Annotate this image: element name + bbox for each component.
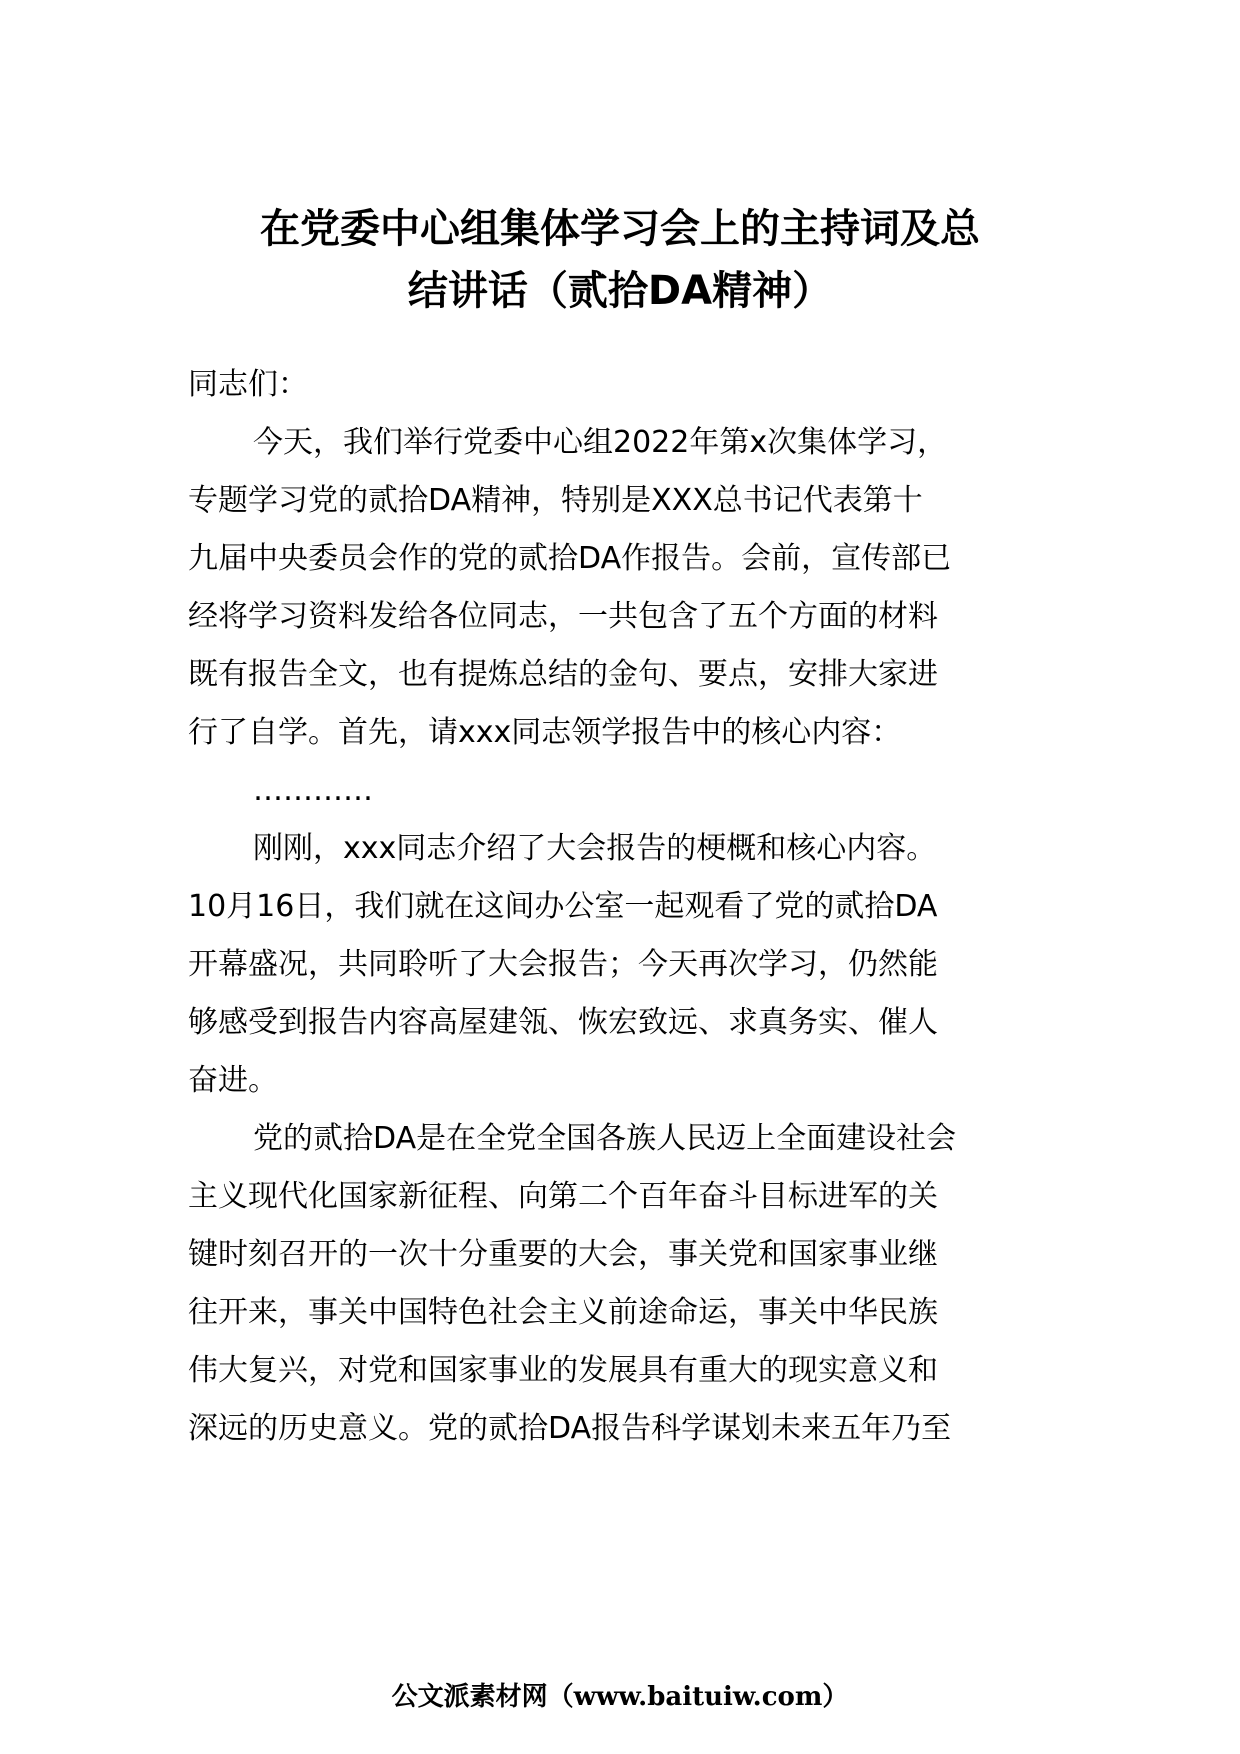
paragraph-2-line-4: 够感受到报告内容高屋建瓴、恢宏致远、求真务实、催人 <box>188 1005 938 1040</box>
ellipsis-line: ………… <box>253 773 373 808</box>
paragraph-1-line-5: 既有报告全文，也有提炼总结的金句、要点，安排大家进 <box>188 657 938 692</box>
paragraph-3-line-5: 伟大复兴，对党和国家事业的发展具有重大的现实意义和 <box>188 1353 938 1388</box>
paragraph-1-line-1: 今天，我们举行党委中心组2022年第x次集体学习， <box>253 425 948 460</box>
paragraph-2-line-3: 开幕盛况，共同聆听了大会报告；今天再次学习，仍然能 <box>188 947 938 982</box>
paragraph-3-line-6: 深远的历史意义。党的贰拾DA报告科学谋划未来五年乃至 <box>188 1411 952 1446</box>
paragraph-3-line-4: 往开来，事关中国特色社会主义前途命运，事关中华民族 <box>188 1295 938 1330</box>
paragraph-1-line-6: 行了自学。首先，请xxx同志领学报告中的核心内容： <box>188 715 902 750</box>
document-title <box>160 198 1080 322</box>
paragraph-3-line-1: 党的贰拾DA是在全党全国各族人民迈上全面建设社会 <box>253 1121 957 1156</box>
title-line-1: 在党委中心组集体学习会上的主持词及总 <box>260 206 980 252</box>
paragraph-1-line-2: 专题学习党的贰拾DA精神，特别是XXX总书记代表第十 <box>188 483 923 518</box>
paragraph-2-line-5: 奋进。 <box>188 1063 278 1098</box>
paragraph-3-line-2: 主义现代化国家新征程、向第二个百年奋斗目标进军的关 <box>188 1179 938 1214</box>
footer-watermark: 公文派素材网（www.baituiw.com） <box>391 1682 849 1712</box>
paragraph-3-line-3: 键时刻召开的一次十分重要的大会，事关党和国家事业继 <box>188 1237 938 1272</box>
paragraph-1-line-3: 九届中央委员会作的党的贰拾DA作报告。会前，宣传部已 <box>188 541 952 576</box>
paragraph-1-line-4: 经将学习资料发给各位同志，一共包含了五个方面的材料 <box>188 599 938 634</box>
salutation: 同志们： <box>188 367 308 402</box>
paragraph-2-line-1: 刚刚，xxx同志介绍了大会报告的梗概和核心内容。 <box>253 831 937 866</box>
title-line-2: 结讲话（贰拾DA精神） <box>407 268 833 314</box>
paragraph-2-line-2: 10月16日，我们就在这间办公室一起观看了党的贰拾DA <box>188 889 938 924</box>
